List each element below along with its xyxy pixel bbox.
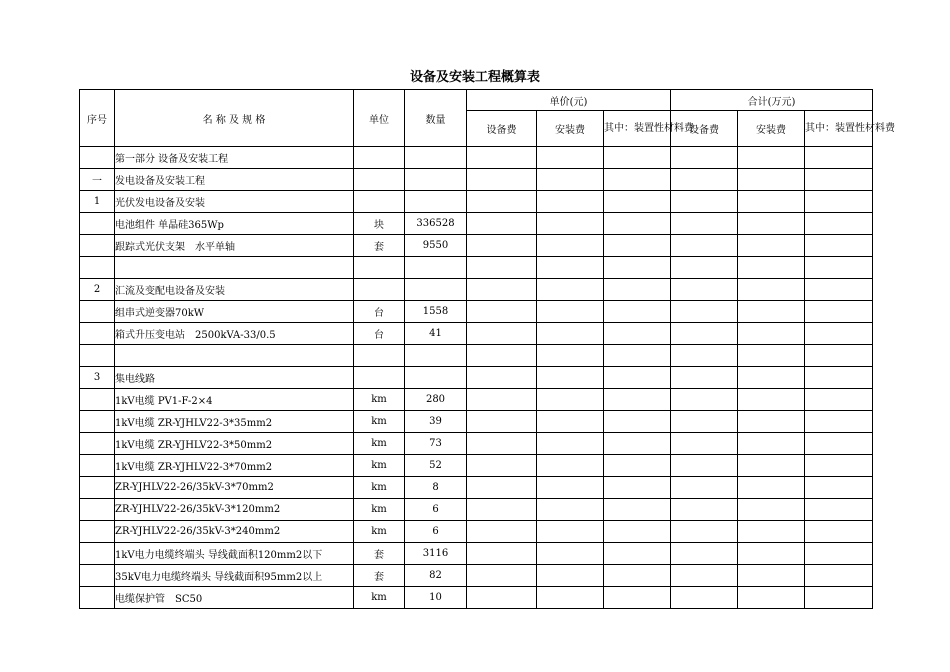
unit-price-equip-cell xyxy=(467,521,537,543)
unit-price-material-cell xyxy=(604,147,671,169)
unit-price-install-cell xyxy=(537,587,604,609)
total-install-cell xyxy=(738,213,805,235)
seq-cell xyxy=(80,543,115,565)
unit-cell: 套 xyxy=(354,543,405,565)
unit-price-install-cell xyxy=(537,213,604,235)
total-material-cell xyxy=(805,587,873,609)
unit-price-equip-cell xyxy=(467,169,537,191)
table-row xyxy=(80,433,873,455)
seq-cell xyxy=(80,565,115,587)
seq-cell xyxy=(80,301,115,323)
unit-cell: km xyxy=(354,389,405,411)
seq-cell: 2 xyxy=(80,279,115,301)
qty-cell: 39 xyxy=(405,411,467,433)
unit-price-material-cell xyxy=(604,301,671,323)
unit-cell xyxy=(354,367,405,389)
qty-cell: 336528 xyxy=(405,213,467,235)
unit-price-install-cell xyxy=(537,411,604,433)
name-cell: 组串式逆变器70kW xyxy=(115,301,354,323)
name-cell: 发电设备及安装工程 xyxy=(115,169,354,191)
unit-cell xyxy=(354,147,405,169)
name-cell: 第一部分 设备及安装工程 xyxy=(115,147,354,169)
total-install-cell xyxy=(738,147,805,169)
header-seq: 序号 xyxy=(80,90,115,147)
unit-price-install-cell xyxy=(537,235,604,257)
unit-cell: km xyxy=(354,521,405,543)
unit-price-material-cell xyxy=(604,521,671,543)
unit-price-install-cell xyxy=(537,455,604,477)
unit-price-equip-cell xyxy=(467,543,537,565)
unit-price-material-cell xyxy=(604,235,671,257)
unit-price-material-cell xyxy=(604,587,671,609)
header-unit-price-install: 安装费 xyxy=(537,111,604,147)
qty-cell: 6 xyxy=(405,499,467,521)
unit-price-material-cell xyxy=(604,389,671,411)
name-cell: 1kV电缆 ZR-YJHLV22-3*35mm2 xyxy=(115,411,354,433)
unit-price-equip-cell xyxy=(467,147,537,169)
unit-price-material-cell xyxy=(604,323,671,345)
table-row xyxy=(80,301,873,323)
qty-cell: 82 xyxy=(405,565,467,587)
unit-price-install-cell xyxy=(537,499,604,521)
name-cell: 电缆保护管 SC50 xyxy=(115,587,354,609)
total-install-cell xyxy=(738,477,805,499)
unit-price-equip-cell xyxy=(467,345,537,367)
header-total-install: 安装费 xyxy=(738,111,805,147)
name-cell: 1kV电力电缆终端头 导线截面积120mm2以下 xyxy=(115,543,354,565)
table-body xyxy=(80,147,873,609)
total-material-cell xyxy=(805,499,873,521)
total-equip-cell xyxy=(671,279,738,301)
name-cell: ZR-YJHLV22-26/35kV-3*120mm2 xyxy=(115,499,354,521)
table-row xyxy=(80,411,873,433)
total-equip-cell xyxy=(671,367,738,389)
seq-cell xyxy=(80,235,115,257)
qty-cell: 1558 xyxy=(405,301,467,323)
unit-price-equip-cell xyxy=(467,587,537,609)
qty-cell xyxy=(405,279,467,301)
total-install-cell xyxy=(738,191,805,213)
unit-price-install-cell xyxy=(537,521,604,543)
header-total-material: 其中：装置性材料费 xyxy=(805,111,873,147)
unit-price-equip-cell xyxy=(467,301,537,323)
unit-price-equip-cell xyxy=(467,257,537,279)
unit-price-install-cell xyxy=(537,433,604,455)
seq-cell: 3 xyxy=(80,367,115,389)
unit-cell xyxy=(354,257,405,279)
total-equip-cell xyxy=(671,323,738,345)
unit-price-install-cell xyxy=(537,367,604,389)
unit-cell: km xyxy=(354,455,405,477)
total-material-cell xyxy=(805,389,873,411)
seq-cell xyxy=(80,433,115,455)
total-material-cell xyxy=(805,191,873,213)
table-row xyxy=(80,565,873,587)
unit-price-equip-cell xyxy=(467,191,537,213)
total-install-cell xyxy=(738,389,805,411)
qty-cell: 3116 xyxy=(405,543,467,565)
unit-price-equip-cell xyxy=(467,235,537,257)
name-cell: ZR-YJHLV22-26/35kV-3*70mm2 xyxy=(115,477,354,499)
seq-cell xyxy=(80,499,115,521)
total-material-cell xyxy=(805,521,873,543)
qty-cell xyxy=(405,345,467,367)
qty-cell: 8 xyxy=(405,477,467,499)
unit-cell: km xyxy=(354,499,405,521)
seq-cell xyxy=(80,345,115,367)
table-row xyxy=(80,499,873,521)
total-equip-cell xyxy=(671,455,738,477)
header-qty: 数量 xyxy=(405,90,467,147)
unit-cell xyxy=(354,279,405,301)
total-material-cell xyxy=(805,323,873,345)
name-cell: 集电线路 xyxy=(115,367,354,389)
table-row xyxy=(80,235,873,257)
table-row xyxy=(80,521,873,543)
total-equip-cell xyxy=(671,521,738,543)
name-cell: 跟踪式光伏支架 水平单轴 xyxy=(115,235,354,257)
total-material-cell xyxy=(805,345,873,367)
unit-price-install-cell xyxy=(537,279,604,301)
table-row xyxy=(80,323,873,345)
total-install-cell xyxy=(738,499,805,521)
total-install-cell xyxy=(738,257,805,279)
name-cell: 汇流及变配电设备及安装 xyxy=(115,279,354,301)
total-install-cell xyxy=(738,323,805,345)
total-equip-cell xyxy=(671,301,738,323)
unit-price-material-cell xyxy=(604,213,671,235)
sheet-title: 设备及安装工程概算表 xyxy=(409,70,540,85)
unit-price-material-cell xyxy=(604,345,671,367)
unit-price-equip-cell xyxy=(467,279,537,301)
name-cell: 箱式升压变电站 2500kVA-33/0.5 xyxy=(115,323,354,345)
unit-price-material-cell xyxy=(604,257,671,279)
total-equip-cell xyxy=(671,191,738,213)
unit-price-equip-cell xyxy=(467,499,537,521)
total-material-cell xyxy=(805,279,873,301)
unit-price-equip-cell xyxy=(467,565,537,587)
total-equip-cell xyxy=(671,235,738,257)
table-row xyxy=(80,587,873,609)
total-material-cell xyxy=(805,565,873,587)
total-material-cell xyxy=(805,433,873,455)
unit-price-material-cell xyxy=(604,367,671,389)
seq-cell: 1 xyxy=(80,191,115,213)
table-row xyxy=(80,191,873,213)
qty-cell xyxy=(405,147,467,169)
header-name: 名 称 及 规 格 xyxy=(115,90,354,147)
table-row xyxy=(80,213,873,235)
total-material-cell xyxy=(805,213,873,235)
table-row xyxy=(80,367,873,389)
qty-cell xyxy=(405,191,467,213)
unit-cell: 台 xyxy=(354,323,405,345)
total-equip-cell xyxy=(671,565,738,587)
table-row xyxy=(80,389,873,411)
total-install-cell xyxy=(738,345,805,367)
unit-cell xyxy=(354,345,405,367)
table-row xyxy=(80,279,873,301)
name-cell: 1kV电缆 PV1-F-2×4 xyxy=(115,389,354,411)
unit-price-install-cell xyxy=(537,477,604,499)
unit-price-equip-cell xyxy=(467,455,537,477)
header-unit-price: 单价(元) xyxy=(467,90,671,111)
unit-price-material-cell xyxy=(604,411,671,433)
header-unit: 单位 xyxy=(354,90,405,147)
unit-price-material-cell xyxy=(604,279,671,301)
unit-price-install-cell xyxy=(537,257,604,279)
qty-cell xyxy=(405,367,467,389)
name-cell xyxy=(115,345,354,367)
unit-cell: 套 xyxy=(354,235,405,257)
qty-cell: 52 xyxy=(405,455,467,477)
name-cell: 1kV电缆 ZR-YJHLV22-3*70mm2 xyxy=(115,455,354,477)
total-install-cell xyxy=(738,169,805,191)
total-material-cell xyxy=(805,169,873,191)
unit-cell: 块 xyxy=(354,213,405,235)
unit-price-material-cell xyxy=(604,169,671,191)
table-row xyxy=(80,147,873,169)
total-equip-cell xyxy=(671,499,738,521)
unit-price-install-cell xyxy=(537,389,604,411)
qty-cell: 6 xyxy=(405,521,467,543)
total-material-cell xyxy=(805,477,873,499)
seq-cell xyxy=(80,411,115,433)
unit-price-install-cell xyxy=(537,543,604,565)
total-material-cell xyxy=(805,147,873,169)
name-cell: ZR-YJHLV22-26/35kV-3*240mm2 xyxy=(115,521,354,543)
total-install-cell xyxy=(738,301,805,323)
table-row xyxy=(80,477,873,499)
seq-cell xyxy=(80,455,115,477)
qty-cell: 280 xyxy=(405,389,467,411)
total-install-cell xyxy=(738,521,805,543)
table-row xyxy=(80,455,873,477)
total-equip-cell xyxy=(671,587,738,609)
unit-price-equip-cell xyxy=(467,389,537,411)
seq-cell xyxy=(80,521,115,543)
unit-price-install-cell xyxy=(537,565,604,587)
unit-cell xyxy=(354,191,405,213)
unit-price-equip-cell xyxy=(467,323,537,345)
unit-price-install-cell xyxy=(537,323,604,345)
estimate-table xyxy=(79,89,895,609)
total-install-cell xyxy=(738,411,805,433)
qty-cell: 9550 xyxy=(405,235,467,257)
unit-price-install-cell xyxy=(537,301,604,323)
total-install-cell xyxy=(738,543,805,565)
qty-cell: 41 xyxy=(405,323,467,345)
unit-price-equip-cell xyxy=(467,477,537,499)
total-material-cell xyxy=(805,235,873,257)
unit-cell: km xyxy=(354,587,405,609)
name-cell: 电池组件 单晶硅365Wp xyxy=(115,213,354,235)
total-equip-cell xyxy=(671,433,738,455)
total-equip-cell xyxy=(671,345,738,367)
name-cell: 光伏发电设备及安装 xyxy=(115,191,354,213)
unit-price-equip-cell xyxy=(467,433,537,455)
total-equip-cell xyxy=(671,147,738,169)
seq-cell xyxy=(80,323,115,345)
total-equip-cell xyxy=(671,543,738,565)
unit-cell: km xyxy=(354,477,405,499)
unit-price-install-cell xyxy=(537,147,604,169)
total-material-cell xyxy=(805,455,873,477)
total-equip-cell xyxy=(671,257,738,279)
seq-cell: 一 xyxy=(80,169,115,191)
unit-cell: km xyxy=(354,411,405,433)
unit-price-material-cell xyxy=(604,543,671,565)
seq-cell xyxy=(80,477,115,499)
header-unit-price-material: 其中：装置性材料费 xyxy=(604,111,671,147)
total-install-cell xyxy=(738,367,805,389)
total-material-cell xyxy=(805,367,873,389)
total-equip-cell xyxy=(671,169,738,191)
name-cell xyxy=(115,257,354,279)
header-total-equip: 设备费 xyxy=(671,111,738,147)
total-material-cell xyxy=(805,301,873,323)
total-material-cell xyxy=(805,257,873,279)
table-row xyxy=(80,345,873,367)
total-install-cell xyxy=(738,455,805,477)
unit-price-install-cell xyxy=(537,345,604,367)
unit-price-material-cell xyxy=(604,499,671,521)
unit-cell: 套 xyxy=(354,565,405,587)
table-row xyxy=(80,169,873,191)
header-unit-price-equip: 设备费 xyxy=(467,111,537,147)
total-equip-cell xyxy=(671,213,738,235)
name-cell: 1kV电缆 ZR-YJHLV22-3*50mm2 xyxy=(115,433,354,455)
seq-cell xyxy=(80,389,115,411)
unit-price-material-cell xyxy=(604,455,671,477)
table-row xyxy=(80,257,873,279)
unit-price-equip-cell xyxy=(467,411,537,433)
unit-price-install-cell xyxy=(537,191,604,213)
seq-cell xyxy=(80,257,115,279)
unit-cell: km xyxy=(354,433,405,455)
seq-cell xyxy=(80,147,115,169)
total-material-cell xyxy=(805,543,873,565)
unit-cell xyxy=(354,169,405,191)
total-material-cell xyxy=(805,411,873,433)
table-row xyxy=(80,543,873,565)
qty-cell xyxy=(405,257,467,279)
unit-price-material-cell xyxy=(604,477,671,499)
unit-price-material-cell xyxy=(604,433,671,455)
unit-price-material-cell xyxy=(604,565,671,587)
unit-cell: 台 xyxy=(354,301,405,323)
unit-price-material-cell xyxy=(604,191,671,213)
unit-price-install-cell xyxy=(537,169,604,191)
total-install-cell xyxy=(738,433,805,455)
total-install-cell xyxy=(738,565,805,587)
header-total: 合计(万元) xyxy=(671,90,873,111)
unit-price-equip-cell xyxy=(467,367,537,389)
qty-cell: 73 xyxy=(405,433,467,455)
total-install-cell xyxy=(738,235,805,257)
qty-cell xyxy=(405,169,467,191)
seq-cell xyxy=(80,213,115,235)
total-install-cell xyxy=(738,279,805,301)
seq-cell xyxy=(80,587,115,609)
total-install-cell xyxy=(738,587,805,609)
qty-cell: 10 xyxy=(405,587,467,609)
total-equip-cell xyxy=(671,411,738,433)
name-cell: 35kV电力电缆终端头 导线截面积95mm2以上 xyxy=(115,565,354,587)
total-equip-cell xyxy=(671,389,738,411)
total-equip-cell xyxy=(671,477,738,499)
unit-price-equip-cell xyxy=(467,213,537,235)
